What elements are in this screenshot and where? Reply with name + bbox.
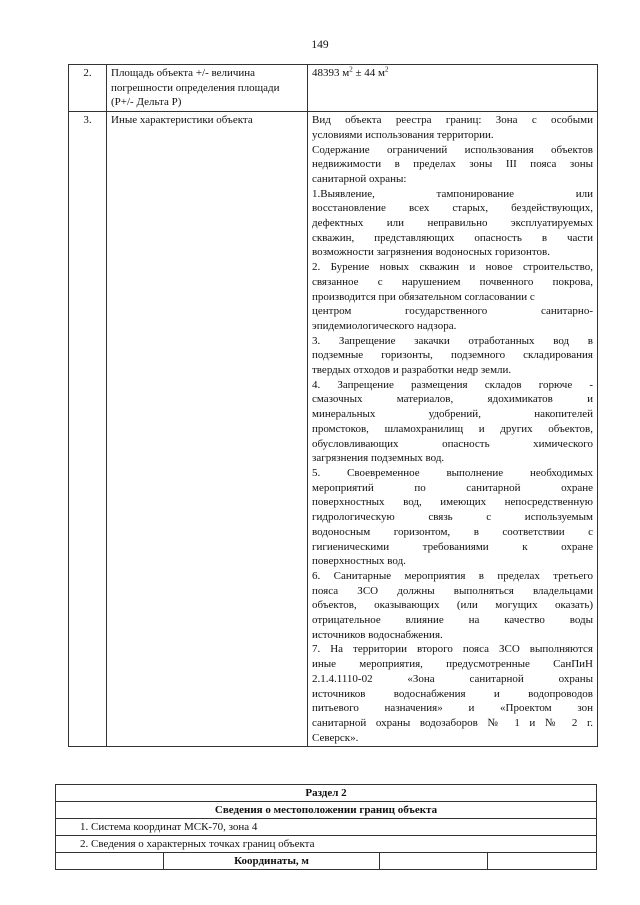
characteristics-line: поверхностных вод. <box>312 555 406 568</box>
characteristics-line: иные мероприятия, предусмотренные СанПиН <box>312 658 593 671</box>
characteristics-line: обусловливающих опасность химического <box>312 437 593 450</box>
row-label: Иные характеристики объекта <box>107 112 308 747</box>
table-cell <box>488 853 597 870</box>
characteristics-line: скважин, представляющих опасность в части <box>312 231 593 244</box>
section-subtitle: Сведения о местоположении границ объекта <box>56 802 597 819</box>
characteristics-line: центром государственного санитарно- <box>312 305 593 318</box>
characteristics-line: санитарной охраны: <box>312 172 407 185</box>
table-row <box>56 836 597 853</box>
characteristics-line: производится при обязательном согласовании с <box>312 290 535 303</box>
characteristics-line: 5. Своевременное выполнение необходимых <box>312 466 593 479</box>
characteristics-line: связанное с нарушением почвенного покрова, <box>312 275 593 288</box>
characteristics-line: мероприятий по санитарной охране <box>312 481 593 494</box>
table-row <box>56 819 597 836</box>
characteristics-line: минеральных удобрений, накопителей <box>312 408 593 421</box>
section-title: Раздел 2 <box>56 785 597 802</box>
characteristics-line: источников водоснабжения и водопроводов <box>312 687 593 700</box>
characteristics-line: питьевого назначения» и «Проектом зон <box>312 702 593 715</box>
characteristics-line: Северск». <box>312 731 359 744</box>
object-characteristics-table <box>68 64 598 747</box>
characteristics-line: загрязнения подземных вод. <box>312 452 445 465</box>
area-tolerance: ± 44 м <box>352 67 385 79</box>
characteristics-line: гидрологическую связь с используемым <box>312 511 593 524</box>
characteristics-line: недвижимости в пределах зоны III пояса зоны <box>312 158 593 171</box>
characteristics-line: водоносным горизонтом, в соответствии с <box>312 525 593 538</box>
area-unit-exponent: 2 <box>349 65 353 74</box>
table-row <box>56 785 597 802</box>
characteristics-line: условиями использования территории. <box>312 128 494 141</box>
area-value-cell <box>308 65 598 112</box>
characteristics-line: гигиеническими требованиями к охране <box>312 540 593 553</box>
characteristics-line: смазочных материалов, ядохимикатов и <box>312 393 593 406</box>
characteristics-line: промстоков, шламохранилищ и других объектов, <box>312 422 593 435</box>
characteristics-line: Содержание ограничений использования объектов <box>312 143 593 156</box>
page-number: 149 <box>311 39 329 51</box>
characteristics-line: 2. Бурение новых скважин и новое строительство, <box>312 261 593 274</box>
coordinates-header: Координаты, м <box>164 853 380 870</box>
characteristics-line: 7. На территории второго пояса ЗСО выполняются <box>312 643 593 656</box>
characteristics-line: источников водоснабжения. <box>312 628 443 641</box>
other-characteristics-cell <box>308 112 598 747</box>
characteristics-line: возможности загрязнения водоносных горизонтов. <box>312 246 550 259</box>
row-number: 3. <box>69 112 107 747</box>
characteristics-line: пояса ЗСО должны выполняться владельцами <box>312 584 593 597</box>
section-2-table <box>55 784 597 870</box>
characteristics-line: отрицательное влияние на качество воды <box>312 614 593 627</box>
characteristics-line: санитарной охраны водозаборов № 1 и № 2 г. <box>312 716 593 729</box>
coordinate-system-item: 1. Система координат МСК-70, зона 4 <box>56 819 597 836</box>
characteristics-line: поверхностных вод, имеющих непосредственную <box>312 496 593 509</box>
characteristics-line: 6. Санитарные мероприятия в пределах третьего <box>312 569 593 582</box>
tolerance-unit-exponent: 2 <box>384 65 389 74</box>
area-value: 48393 м <box>312 67 350 79</box>
characteristic-points-item: 2. Сведения о характерных точках границ объекта <box>56 836 597 853</box>
characteristics-line: 1.Выявление, тампонирование или <box>312 187 593 200</box>
row-label: Площадь объекта +/- величина погрешности определения площади (P+/- Дельта P) <box>107 65 308 112</box>
characteristics-line: Вид объекта реестра границ: Зона с особыми <box>312 114 593 127</box>
row-number: 2. <box>69 65 107 112</box>
characteristics-line: подземные горизонты, подземного складирования <box>312 349 593 362</box>
table-row <box>56 853 597 870</box>
characteristics-line: объектов, оказывающих (или могущих оказать) <box>312 599 593 612</box>
table-row <box>69 112 598 747</box>
table-row <box>56 802 597 819</box>
table-cell <box>380 853 488 870</box>
characteristics-line: 2.1.4.1110-02 «Зона санитарной охраны <box>312 672 593 685</box>
characteristics-line: твердых отходов и разработки недр земли. <box>312 364 512 377</box>
characteristics-line: эпидемиологического надзора. <box>312 319 457 332</box>
characteristics-line: дефектных или неправильно эксплуатируемых <box>312 217 593 230</box>
table-cell <box>56 853 164 870</box>
table-row <box>69 65 598 112</box>
characteristics-line: 3. Запрещение закачки отработанных вод в <box>312 334 593 347</box>
characteristics-line: 4. Запрещение размещения складов горюче - <box>312 378 593 391</box>
characteristics-line: восстановление всех старых, бездействующих, <box>312 202 593 215</box>
